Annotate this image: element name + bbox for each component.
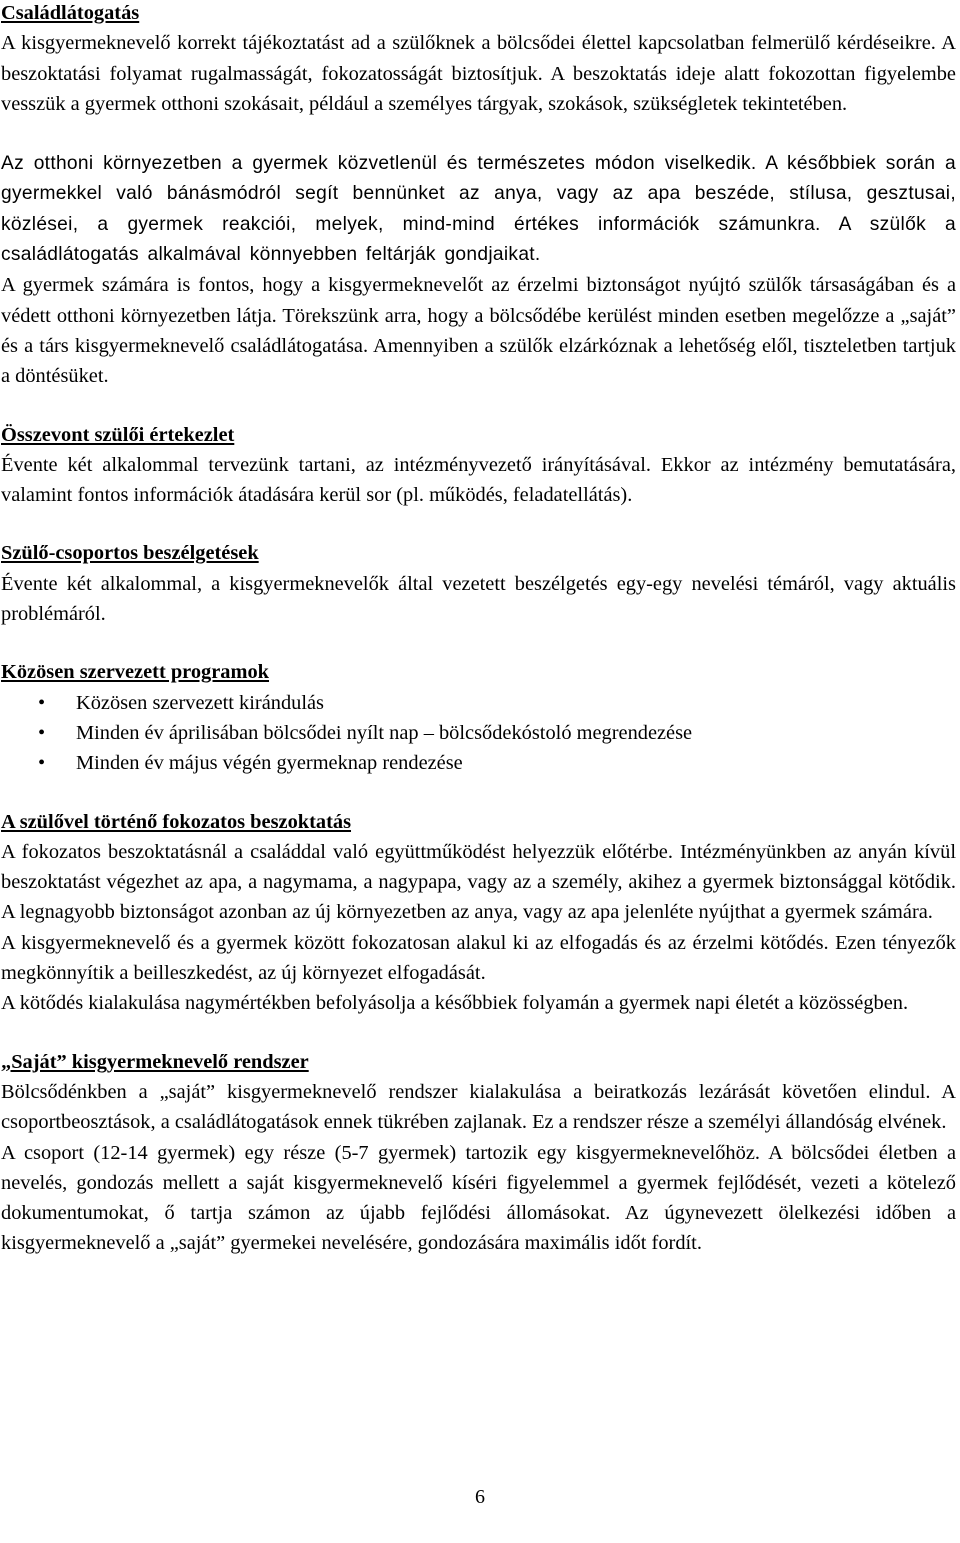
paragraph: A fokozatos beszoktatásnál a családdal való együttműködést helyezzük előtérbe. Intézményünkben az anyán kívül beszoktatást végezhet az apa, a nagymama, a nagypapa, vagy az a személy, akihez a gyermek biztonsággal kötődik. A legnagyobb biztonságot azonban az új környezetben az anya, vagy az apa jelenléte nyújthat a gyermek számára.	[1, 840, 956, 924]
paragraph: A kisgyermeknevelő korrekt tájékoztatást ad a szülőknek a bölcsődei élettel kapcsolatban felmerülő kérdéseikre. A beszoktatási folyamat rugalmasságát, fokozatosságát biztosítjuk. A beszoktatás ideje alatt fokozottan figyelembe vesszük a gyermek otthoni szokásait, például a személyes tárgyak, szokások, szükségletek tekintetében.	[1, 32, 956, 115]
section-fokozatos-beszoktatas	[1, 807, 956, 1019]
paragraph: A kisgyermeknevelő és a gyermek között fokozatosan alakul ki az elfogadás és az érzelmi kötődés. Ezen tényezők megkönnyítik a beilleszkedést, az új környezet elfogadását.	[1, 931, 956, 985]
paragraph: Évente két alkalommal tervezünk tartani, az intézményvezető irányításával. Ekkor az intézmény bemutatására, valamint fontos információk átadására kerül sor (pl. működés, feladatellátás).	[1, 453, 956, 507]
page-number: 6	[475, 1486, 485, 1508]
section-heading: A szülővel történő fokozatos beszoktatás	[1, 810, 352, 833]
bullet-icon: •	[38, 752, 46, 775]
paragraph: Bölcsődénkben a „saját” kisgyermeknevelő rendszer kialakulása a beiratkozás lezárását követően elindul. A csoportbeosztások, a családlátogatások ennek tükrében zajlanak. Ez a rendszer része a személyi állandóság elvének.	[1, 1080, 956, 1134]
paragraph: Évente két alkalommal, a kisgyermeknevelők által vezetett beszélgetés egy-egy nevelési témáról, vagy aktuális problémáról.	[1, 572, 956, 626]
list-item	[1, 718, 956, 748]
bullet-icon: •	[38, 691, 46, 714]
paragraph-lead	[1, 149, 956, 270]
section-csaladlatogatas	[1, 0, 956, 392]
list-item-text: Közösen szervezett kirándulás	[76, 691, 324, 714]
section-heading: Szülő-csoportos beszélgetések	[1, 542, 259, 565]
section-heading: Családlátogatás	[1, 2, 140, 24]
section-kozosen-szervezett-programok	[1, 657, 956, 778]
section-heading: Összevont szülői értekezlet	[1, 423, 235, 446]
paragraph: A kötődés kialakulása nagymértékben befolyásolja a későbbiek folyamán a gyermek napi életét a közösségben.	[1, 992, 909, 1015]
section-szulo-csoportos-beszelgetesek	[1, 538, 956, 629]
section-heading: Közösen szervezett programok	[1, 661, 270, 684]
paragraph: A csoport (12-14 gyermek) egy része (5-7 gyermek) tartozik egy kisgyermeknevelőhöz. A bölcsődei életben a nevelés, gondozás mellett a saját kisgyermeknevelő kíséri figyelemmel a gyermek fejlődését, vezeti a kötelező dokumentumokat, ő tartja számon az újabb fejlődési állomásokat. Az úgynevezett ölelkezési időben a kisgyermeknevelő a „saját” gyermekei nevelésére, gondozására maximális időt fordít.	[1, 1141, 956, 1255]
paragraph: A gyermek számára is fontos, hogy a kisgyermeknevelőt az érzelmi biztonságot nyújtó szülők társaságában és a védett otthoni környezetben látja. Törekszünk arra, hogy a bölcsődébe kerülést minden esetben megelőzze a „saját” és a társ kisgyermeknevelő családlátogatása. Amennyiben a szülők elzárkóznak a lehetőség elől, tiszteletben tartjuk a döntésüket.	[1, 274, 956, 388]
page-content	[1, 0, 956, 1259]
list-item	[1, 748, 956, 778]
bullet-icon: •	[38, 721, 46, 744]
list-item-text: Minden év május végén gyermeknap rendezése	[76, 752, 463, 775]
list-item	[1, 688, 956, 718]
section-heading: „Saját” kisgyermeknevelő rendszer	[1, 1050, 309, 1073]
section-sajat-kisgyermeknevelo-rendszer	[1, 1047, 956, 1259]
section-osszevont-szuloi-ertekezlet	[1, 420, 956, 511]
list-item-text: Minden év áprilisában bölcsődei nyílt nap – bölcsődekóstoló megrendezése	[76, 721, 693, 744]
bullet-list	[1, 688, 956, 779]
paragraph: Az otthoni környezetben a gyermek közvetlenül és természetes módon viselkedik. A későbbiek során a gyermekkel való bánásmódról segít bennünket az anya, vagy az apa beszéde, stílusa, gesztusai, közlései, a gyermek reakciói, melyek, mind-mind értékes információk számunkra. A szülők a családlátogatás alkalmával könnyebben feltárják gondjaikat.	[1, 153, 956, 266]
